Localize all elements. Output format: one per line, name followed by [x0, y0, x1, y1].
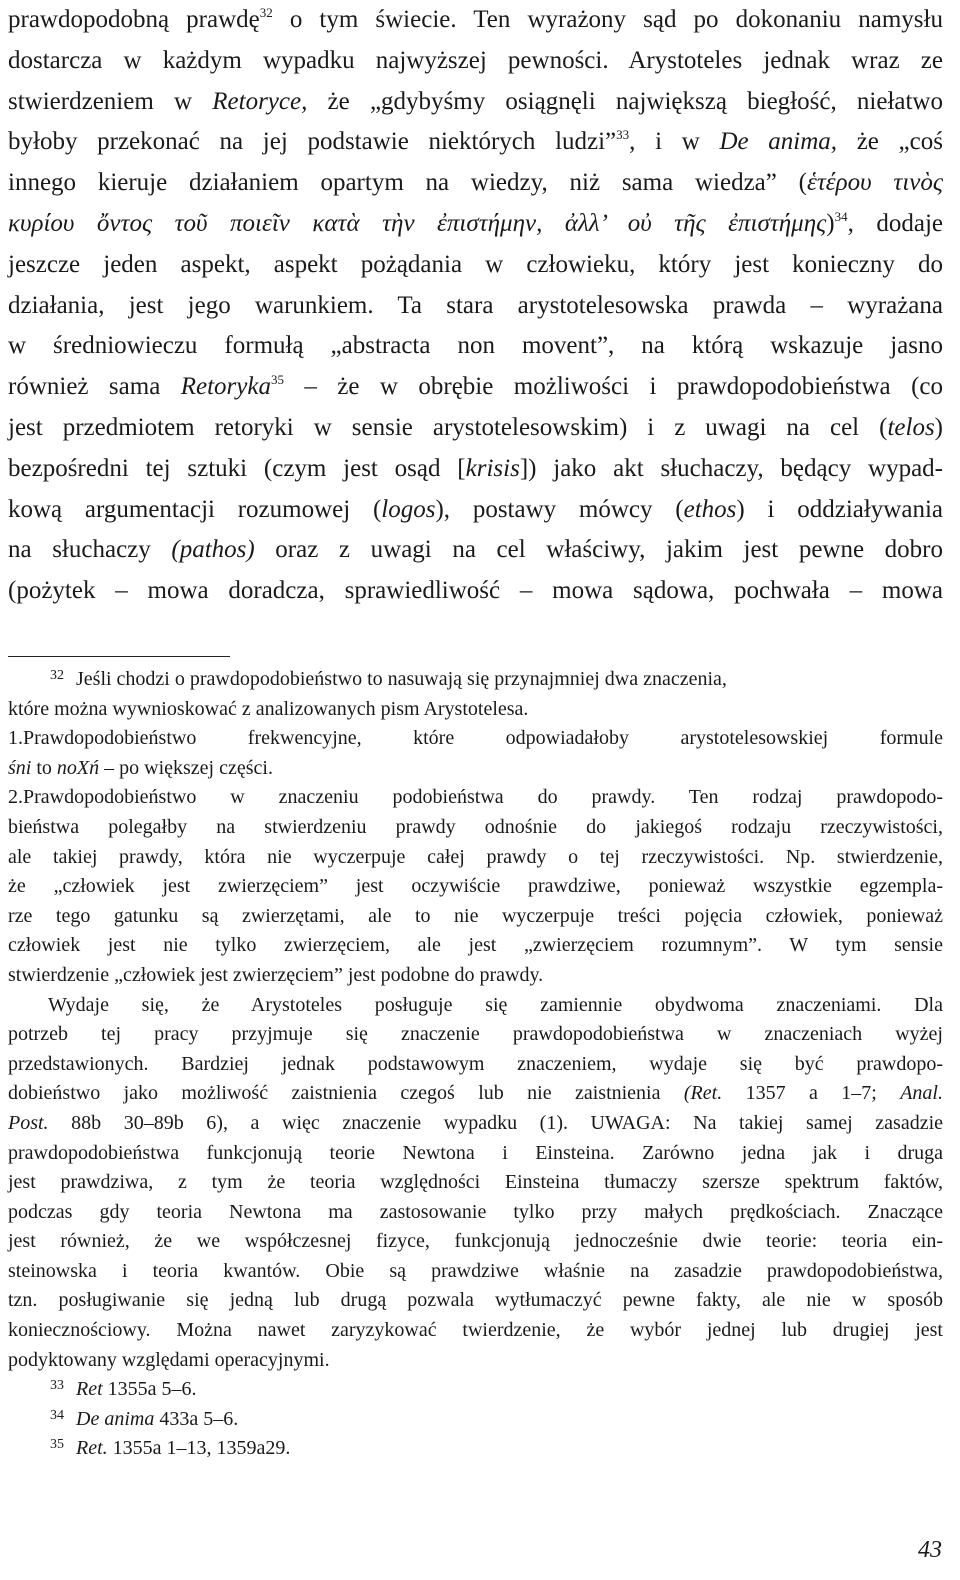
- text-run: podczas gdy teoria Newtona ma zastosowanie tylko przy małych prędkościach. Znaczące: [8, 1200, 943, 1223]
- footnote-ref: 35: [270, 372, 284, 388]
- text-run: w średniowieczu formułą „abstracta non movent”, na którą wskazuje jasno: [8, 332, 943, 360]
- text-run: ): [934, 413, 943, 441]
- text-line: [8, 1286, 943, 1316]
- text-run: Jeśli chodzi o prawdopodobieństwo to nasuwają się przynajmniej dwa znaczenia,: [76, 668, 727, 690]
- text-line: [8, 754, 943, 784]
- text-line: [8, 245, 943, 286]
- text-line: [8, 163, 943, 204]
- italic-text: (Ret.: [683, 1082, 723, 1105]
- text-run: , dodaje: [847, 209, 944, 237]
- text-run: koniecznościowy. Można nawet zaryzykować twierdzenie, że wybór jednej lub drugiej jest: [8, 1319, 943, 1342]
- text-run: przedstawionych. Bardziej jednak podstawowym znaczeniem, wydaje się być prawdopo-: [8, 1052, 943, 1075]
- footnote-32-item-1: [8, 724, 943, 783]
- footnote-32: [8, 665, 943, 724]
- italic-text: telos: [887, 413, 935, 441]
- text-run: dobieństwo jako możliwość zaistnienia czegoś lub nie zaistnienia: [8, 1082, 684, 1105]
- text-run: jeszcze jeden aspekt, aspekt pożądania w człowieku, który jest konieczny do: [8, 250, 943, 278]
- document-page: [8, 0, 943, 612]
- italic-text: logos: [381, 495, 436, 523]
- text-run: ) i oddziaływania: [736, 495, 943, 523]
- text-run: innego kieruje działaniem opartym na wiedzy, niż sama wiedza” (: [8, 169, 807, 197]
- text-line: [8, 1198, 943, 1228]
- text-run: , i w: [629, 128, 720, 156]
- text-line: [8, 1257, 943, 1287]
- text-line: ale takiej prawdy, która nie wyczerpuje całej prawdy o tej rzeczywistości. Np. stwierdzenie,: [8, 845, 943, 868]
- text-line: [8, 1020, 943, 1050]
- text-line: stwierdzenie „człowiek jest zwierzęciem” jest podobne do prawdy.: [8, 963, 544, 986]
- text-run: prawdopodobną prawdę: [8, 6, 260, 33]
- footnote-ref: 32: [259, 5, 273, 20]
- text-run: 1355a 1–13, 1359a29.: [107, 1437, 291, 1460]
- text-run: działania, jest jego warunkiem. Ta stara arystotelesowska prawda – wyrażana: [8, 291, 943, 319]
- text-run: (pożytek – mowa doradcza, sprawiedliwość – mowa sądowa, pochwała – mowa: [8, 577, 943, 605]
- text-line: 2.Prawdopodobieństwo w znaczeniu podobieństwa do prawdy. Ten rodzaj prawdopodo-: [8, 786, 943, 809]
- footnotes-section: [8, 665, 943, 1464]
- italic-text: (pathos): [171, 536, 255, 564]
- page-number: 43: [918, 1537, 942, 1563]
- italic-text: śni: [8, 756, 32, 779]
- text-run: ), postawy mówcy (: [435, 495, 684, 523]
- main-text-body: [8, 0, 943, 612]
- italic-text: De anima,: [719, 128, 838, 156]
- text-run: 1357 a 1–7;: [722, 1082, 901, 1105]
- text-line: [8, 1050, 943, 1080]
- text-run: stwierdzeniem w: [8, 87, 213, 115]
- footnote-separator: [8, 656, 230, 657]
- text-run: tzn. posługiwanie się jedną lub drugą pozwala wytłumaczyć pewne fakty, ale nie w sposób: [8, 1289, 943, 1312]
- text-line: bieństwa polegałby na stwierdzeniu prawdy odnośnie do jakiegoś rodzaju rzeczywistości,: [8, 815, 943, 838]
- text-line: [8, 1109, 943, 1139]
- text-run: które można wywnioskować z analizowanych pism Arystotelesa.: [8, 697, 529, 720]
- text-line: [8, 286, 943, 327]
- text-line: [8, 122, 943, 163]
- text-run: ]) jako akt słuchaczy, będący wypad-: [519, 454, 943, 482]
- text-run: – że w obrębie możliwości i prawdopodobieństwa (co: [283, 373, 943, 401]
- text-line: [8, 724, 943, 754]
- text-run: – po większej części.: [99, 756, 273, 779]
- text-run: że „coś: [837, 128, 943, 156]
- text-line: [8, 204, 943, 245]
- text-line: [8, 991, 943, 1021]
- text-run: dostarcza w każdym wypadku najwyższej pewności. Arystoteles jednak wraz ze: [8, 46, 943, 74]
- text-run: 88b 30–89b 6), a więc znaczenie wypadku (1). UWAGA: Na takiej samej zasadzie: [48, 1111, 943, 1134]
- text-run: oraz z uwagi na cel właściwy, jakim jest pewne dobro: [254, 536, 943, 564]
- footnote-32-item-2: [8, 783, 943, 990]
- text-line: [8, 1139, 943, 1169]
- italic-text: Ret.: [76, 1437, 108, 1460]
- footnote-34: [8, 1405, 943, 1435]
- italic-text: ἑτέρου τινὸς: [806, 169, 944, 197]
- footnote-number: 35: [50, 1437, 64, 1453]
- footnote-ref: 33: [616, 127, 630, 143]
- italic-text: De anima: [76, 1407, 155, 1430]
- text-run: również sama: [8, 373, 181, 401]
- italic-text: Post.: [8, 1111, 49, 1134]
- italic-text: ethos: [683, 495, 737, 523]
- footnote-35: [8, 1434, 943, 1464]
- text-line: [8, 41, 943, 82]
- text-run: jest prawdziwa, z tym że teoria względności Einsteina tłumaczy szersze spektrum faktów,: [8, 1171, 943, 1194]
- text-run: ): [826, 209, 835, 237]
- footnote-33: [8, 1375, 943, 1405]
- text-run: to: [31, 756, 57, 779]
- text-line: [8, 1346, 943, 1376]
- text-line: [8, 1316, 943, 1346]
- text-line: [8, 1227, 943, 1257]
- text-run: 1.Prawdopodobieństwo frekwencyjne, które odpowiadałoby arystotelesowskiej formule: [8, 727, 943, 750]
- footnote-32-paragraph: [8, 991, 943, 1376]
- italic-text: krisis: [465, 454, 520, 482]
- text-run: na słuchaczy: [8, 536, 172, 564]
- footnote-number: 32: [50, 668, 64, 683]
- text-run: potrzeb tej pracy przyjmuje się znaczenie prawdopodobieństwa w znaczeniach wyżej: [8, 1023, 943, 1046]
- footnote-ref: 34: [834, 208, 848, 224]
- text-line: [8, 530, 943, 571]
- text-run: jest również, że we współczesnej fizyce, funkcjonują jednocześnie dwie teorie: teoria ein-: [8, 1230, 943, 1253]
- text-run: byłoby przekonać na jej podstawie niektórych ludzi”: [8, 128, 617, 156]
- footnote-number: 34: [50, 1407, 64, 1423]
- text-run: prawdopodobieństwa funkcjonują teorie Newtona i Einsteina. Zarówno jedna jak i druga: [8, 1141, 943, 1164]
- italic-text: Ret: [76, 1378, 103, 1401]
- text-line: [8, 82, 943, 123]
- italic-text: Anal.: [900, 1082, 943, 1105]
- text-line: [8, 1168, 943, 1198]
- text-run: jest przedmiotem retoryki w sensie arystotelesowskim) i z uwagi na cel (: [8, 413, 888, 441]
- text-line: że „człowiek jest zwierzęciem” jest oczywiście prawdziwe, ponieważ wszystkie egzempla-: [8, 875, 943, 898]
- italic-text: Retoryka: [180, 373, 271, 401]
- text-line: [8, 408, 943, 449]
- text-run: że „gdybyśmy osiągnęli największą biegłość, niełatwo: [307, 87, 943, 115]
- italic-text: noXń: [56, 756, 100, 779]
- text-line: rze tego gatunku są zwierzętami, ale to nie wyczerpuje treści pojęcia człowiek, ponieważ: [8, 904, 943, 927]
- footnote-number: 33: [50, 1378, 64, 1394]
- text-run: kową argumentacji rozumowej (: [8, 495, 382, 523]
- text-run: Wydaje się, że Arystoteles posługuje się zamiennie obydwoma znaczeniami. Dla: [48, 993, 943, 1016]
- text-line: [8, 0, 943, 41]
- text-line: [8, 326, 943, 367]
- italic-text: Retoryce,: [212, 87, 308, 115]
- text-line: [8, 571, 943, 612]
- italic-text: κυρίου ὄντος τοῦ ποιεῖν κατὰ τὴν ἐπιστήμην, ἀλλ’ οὐ τῆς ἐπιστήμης: [8, 209, 827, 237]
- text-line: [8, 449, 943, 490]
- text-line: [8, 1079, 943, 1109]
- text-line: [8, 490, 943, 531]
- text-run: bezpośredni tej sztuki (czym jest osąd [: [8, 454, 466, 482]
- text-run: o tym świecie. Ten wyrażony sąd po dokonaniu namysłu: [272, 6, 943, 33]
- text-run: steinowska i teoria kwantów. Obie są prawdziwe właśnie na zasadzie prawdopodobieństwa,: [8, 1259, 943, 1282]
- text-run: 433a 5–6.: [154, 1407, 239, 1430]
- text-run: 1355a 5–6.: [102, 1378, 197, 1401]
- text-run: podyktowany względami operacyjnymi.: [8, 1348, 330, 1371]
- text-line: [8, 367, 943, 408]
- text-line: człowiek jest nie tylko zwierzęciem, ale jest „zwierzęciem rozumnym”. W tym sensie: [8, 934, 943, 957]
